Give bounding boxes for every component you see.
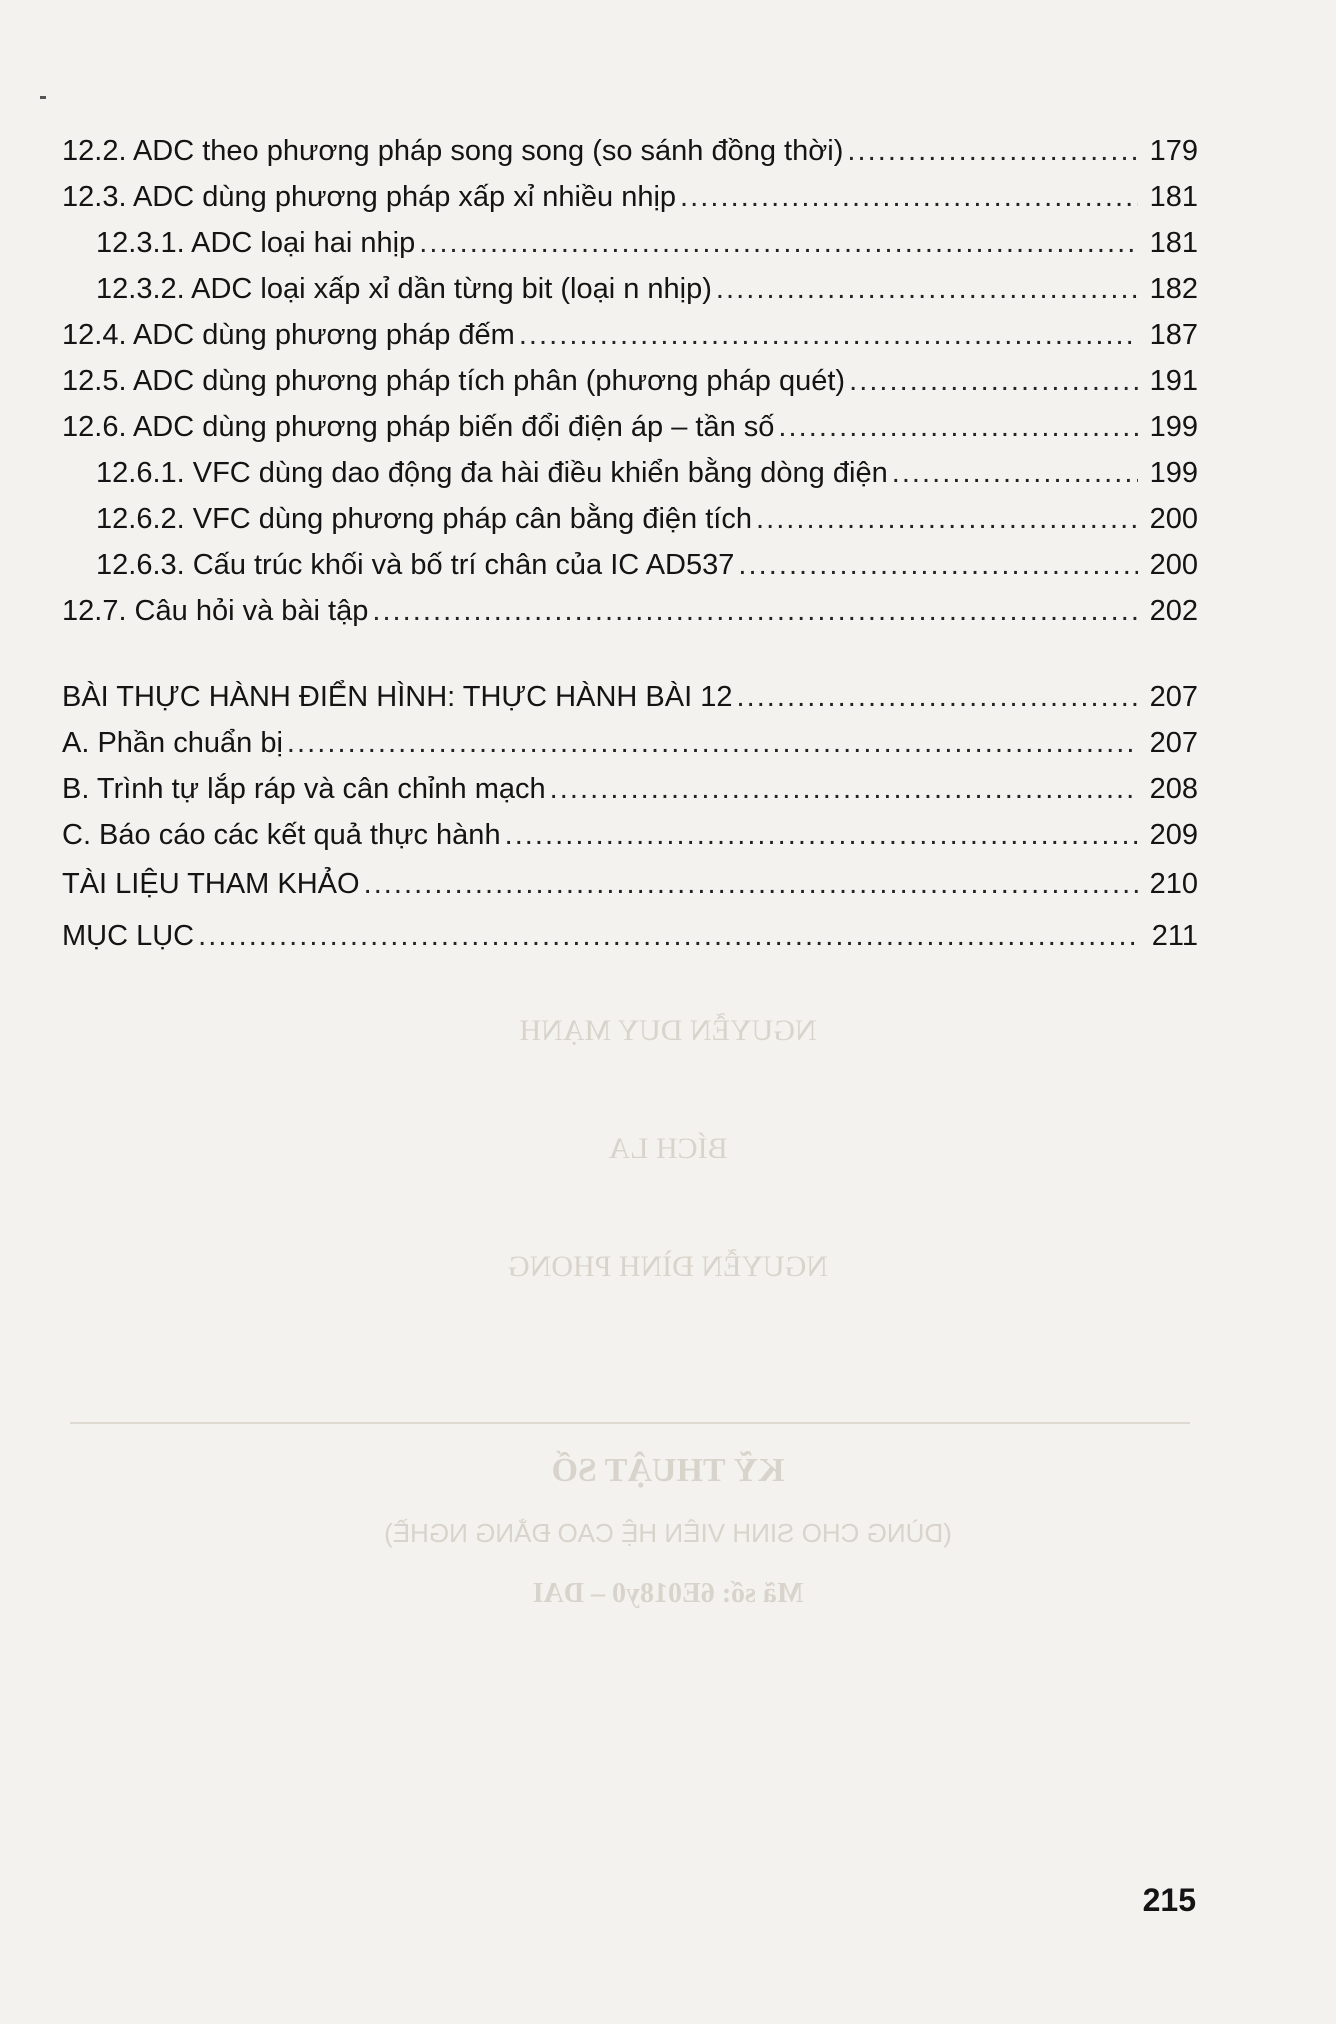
toc-entry[interactable] [62, 220, 1198, 266]
toc-entry-title: 12.6. ADC dùng phương pháp biến đổi điện áp – tần số [62, 411, 775, 443]
toc-dot-leader [519, 312, 1138, 358]
toc-entry-title: 12.3.1. ADC loại hai nhịp [96, 227, 416, 259]
toc-entry[interactable] [62, 496, 1198, 542]
toc-entry[interactable] [62, 404, 1198, 450]
toc-entry-title: 12.6.2. VFC dùng phương pháp cân bằng điện tích [96, 503, 752, 535]
toc-entry-title: A. Phần chuẩn bị [62, 727, 283, 759]
toc-entry[interactable] [62, 766, 1198, 812]
toc-dot-leader [372, 588, 1138, 634]
toc-entry[interactable] [62, 358, 1198, 404]
bleed-through-text: (DÙNG CHO SINH VIÊN HỆ CAO ĐẲNG NGHỀ) [384, 1518, 952, 1548]
bleed-through-text: KỸ THUẬT SỐ [551, 1452, 785, 1489]
toc-entry-page: 179 [1149, 135, 1198, 167]
bleed-through-text: Mã số: 6E018y0 – DAI [532, 1578, 804, 1609]
toc-entry-page: 181 [1149, 227, 1198, 259]
toc-entry-page: 200 [1149, 503, 1198, 535]
toc-entry-page: 208 [1149, 773, 1198, 805]
table-of-contents [62, 128, 1198, 962]
toc-entry-title: 12.5. ADC dùng phương pháp tích phân (phương pháp quét) [62, 365, 846, 397]
toc-entry[interactable] [62, 910, 1198, 962]
toc-dot-leader [505, 812, 1138, 858]
toc-entry-page: 182 [1149, 273, 1198, 305]
toc-entry[interactable] [62, 128, 1198, 174]
toc-entry[interactable] [62, 674, 1198, 720]
page-number: 215 [1142, 1882, 1196, 1918]
toc-entry[interactable] [62, 312, 1198, 358]
toc-dot-leader [419, 220, 1138, 266]
toc-entry-title: 12.7. Câu hỏi và bài tập [62, 595, 369, 627]
bleed-through-text: NGUYỄN DUY MẠNH [519, 1014, 817, 1047]
toc-entry-page: 187 [1149, 319, 1198, 351]
toc-dot-leader [736, 674, 1138, 720]
toc-entry-title: MỤC LỤC [62, 920, 195, 952]
toc-dot-leader [778, 404, 1138, 450]
page-corner-mark [40, 96, 46, 99]
toc-entry-page: 199 [1149, 411, 1198, 443]
toc-entry-title: 12.2. ADC theo phương pháp song song (so sánh đồng thời) [62, 135, 844, 167]
toc-entry-page: 211 [1151, 920, 1198, 952]
toc-entry-title: 12.6.1. VFC dùng dao động đa hài điều khiển bằng dòng điện [96, 457, 888, 489]
toc-entry-title: BÀI THỰC HÀNH ĐIỂN HÌNH: THỰC HÀNH BÀI 12 [62, 681, 733, 713]
toc-entry-page: 181 [1149, 181, 1198, 213]
toc-dot-leader [364, 858, 1138, 910]
toc-entry-page: 210 [1149, 868, 1198, 900]
toc-entry-page: 202 [1149, 595, 1198, 627]
toc-entry-title: C. Báo cáo các kết quả thực hành [62, 819, 501, 851]
toc-entry-page: 207 [1149, 727, 1198, 759]
bleed-through-text: BÍCH LA [608, 1132, 728, 1165]
toc-dot-leader [680, 174, 1138, 220]
toc-entry[interactable] [62, 588, 1198, 634]
toc-entry[interactable] [62, 542, 1198, 588]
toc-entry[interactable] [62, 450, 1198, 496]
toc-entry-title: TÀI LIỆU THAM KHẢO [62, 868, 360, 900]
toc-entry-page: 191 [1149, 365, 1198, 397]
toc-entry-title: 12.3.2. ADC loại xấp xỉ dần từng bit (loại n nhịp) [96, 273, 712, 305]
toc-dot-leader [849, 358, 1138, 404]
toc-entry-page: 207 [1149, 681, 1198, 713]
toc-dot-leader [892, 450, 1138, 496]
toc-dot-leader [287, 720, 1138, 766]
toc-entry[interactable] [62, 174, 1198, 220]
toc-dot-leader [716, 266, 1138, 312]
toc-entry[interactable] [62, 266, 1198, 312]
toc-dot-leader [756, 496, 1138, 542]
toc-dot-leader [847, 128, 1138, 174]
toc-entry-title: 12.3. ADC dùng phương pháp xấp xỉ nhiều nhịp [62, 181, 677, 213]
bleed-through-divider [70, 1422, 1190, 1424]
toc-entry[interactable] [62, 812, 1198, 858]
toc-entry-title: 12.4. ADC dùng phương pháp đếm [62, 319, 515, 351]
toc-dot-leader [198, 910, 1138, 962]
toc-entry[interactable] [62, 720, 1198, 766]
toc-entry-title: B. Trình tự lắp ráp và cân chỉnh mạch [62, 773, 546, 805]
toc-entry-page: 199 [1149, 457, 1198, 489]
toc-dot-leader [738, 542, 1138, 588]
toc-dot-leader [550, 766, 1138, 812]
bleed-through-text: NGUYỄN ĐÌNH PHONG [508, 1250, 828, 1283]
toc-entry-page: 209 [1149, 819, 1198, 851]
toc-entry[interactable] [62, 858, 1198, 910]
toc-entry-title: 12.6.3. Cấu trúc khối và bố trí chân của IC AD537 [96, 549, 735, 581]
toc-entry-page: 200 [1149, 549, 1198, 581]
